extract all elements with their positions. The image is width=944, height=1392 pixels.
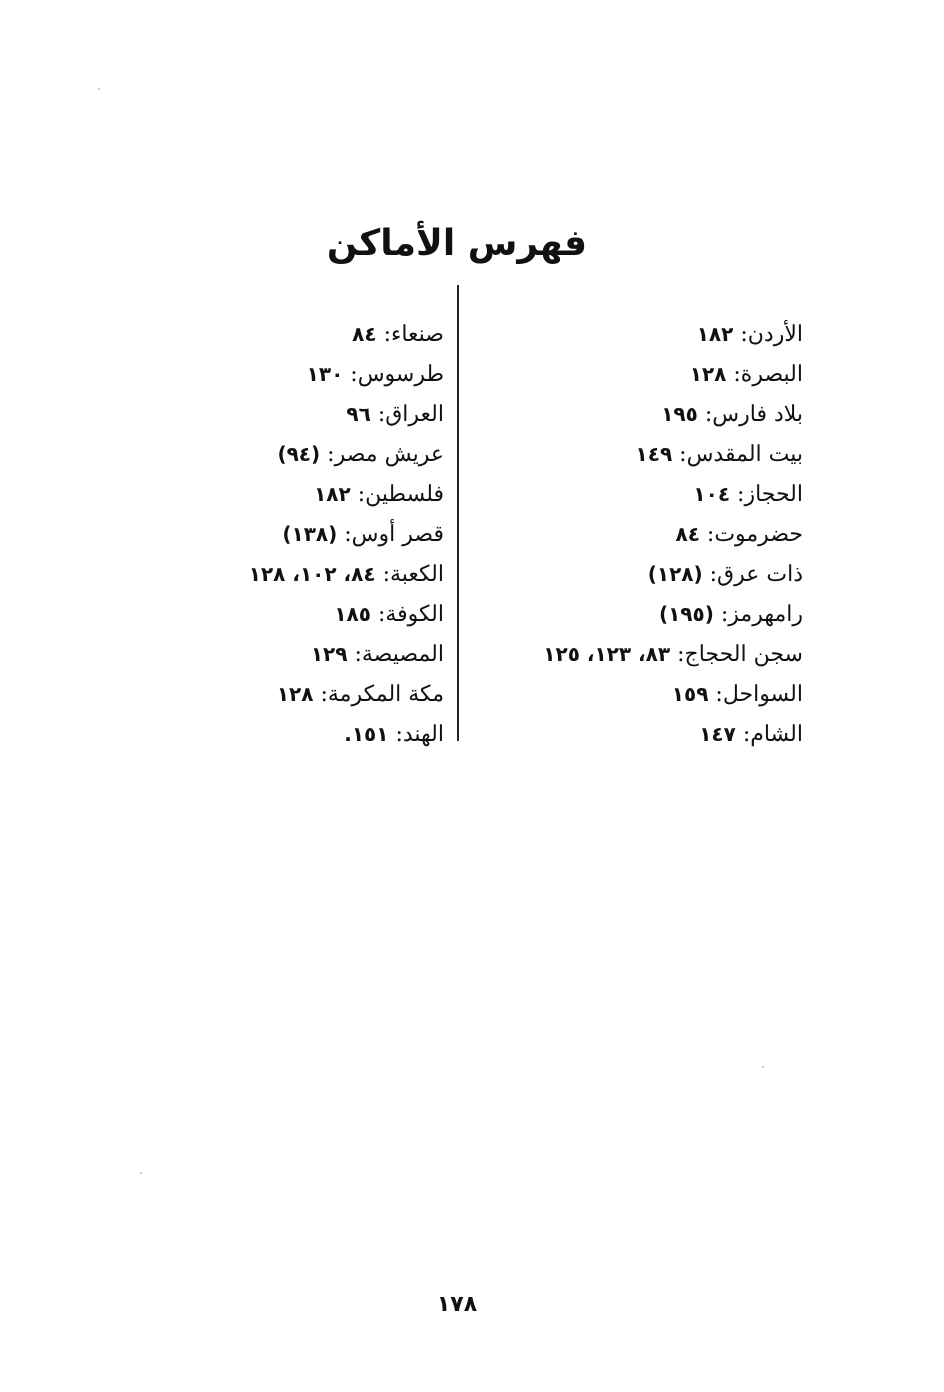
place-name: الهند:	[395, 722, 444, 747]
page-refs: ١٥١.	[344, 722, 389, 746]
index-entry	[104, 354, 444, 394]
index-entry	[104, 314, 444, 354]
scan-speck	[762, 1066, 764, 1068]
place-name: قصر أوس:	[344, 522, 444, 547]
index-column-right	[463, 314, 803, 754]
place-name: السواحل:	[715, 682, 803, 707]
scan-speck	[98, 88, 100, 90]
place-name: العراق:	[377, 402, 444, 427]
place-name: صنعاء:	[383, 322, 444, 347]
scan-speck	[140, 1172, 142, 1174]
page-refs: ٨٤، ١٠٢، ١٢٨	[248, 562, 376, 586]
index-entry	[463, 314, 803, 354]
page-refs: (١٣٨)	[282, 522, 338, 546]
index-entry	[104, 514, 444, 554]
place-name: بلاد فارس:	[704, 402, 803, 427]
index-entry	[463, 474, 803, 514]
page-refs: (١٢٨)	[647, 562, 703, 586]
index-entry	[463, 554, 803, 594]
page-refs: ٨٤	[352, 322, 377, 346]
index-entry	[463, 514, 803, 554]
page-refs: ٩٦	[346, 402, 371, 426]
place-name: الأردن:	[740, 322, 803, 347]
page-refs: ١٤٩	[635, 442, 673, 466]
page-refs: ١٠٤	[693, 482, 731, 506]
place-name: مكة المكرمة:	[320, 682, 444, 707]
index-entry	[463, 674, 803, 714]
page-refs: ١٨٥	[334, 602, 371, 626]
index-entry	[104, 554, 444, 594]
page-refs: ١٢٩	[310, 642, 348, 666]
index-entry	[463, 394, 803, 434]
index-entry	[463, 634, 803, 674]
index-entry	[104, 594, 444, 634]
place-name: الكوفة:	[377, 602, 444, 627]
column-divider	[457, 285, 459, 741]
place-name: طرسوس:	[350, 362, 444, 387]
index-entry	[463, 594, 803, 634]
place-name: ذات عرق:	[709, 562, 803, 587]
place-name: الشام:	[742, 722, 803, 747]
index-column-left	[104, 314, 444, 754]
index-entry	[104, 634, 444, 674]
index-entry	[104, 394, 444, 434]
page-refs: (١٩٥)	[658, 602, 714, 626]
index-entry	[463, 434, 803, 474]
page-refs: ٨٤	[675, 522, 700, 546]
index-entry	[104, 434, 444, 474]
index-entry	[104, 474, 444, 514]
place-name: المصيصة:	[354, 642, 444, 667]
place-name: عريش مصر:	[327, 442, 444, 467]
page-refs: ٨٣، ١٢٣، ١٢٥	[543, 642, 671, 666]
place-name: سجن الحجاج:	[677, 642, 803, 667]
index-entry	[104, 674, 444, 714]
place-name: رامهرمز:	[720, 602, 803, 627]
page-refs: ١٢٨	[276, 682, 314, 706]
page-refs: ١٥٩	[671, 682, 709, 706]
place-name: فلسطين:	[357, 482, 444, 507]
page-refs: (٩٤)	[277, 442, 321, 466]
page-refs: ١٣٠	[306, 362, 344, 386]
page-title: فهرس الأماكن	[326, 223, 588, 264]
page-number: ١٧٨	[436, 1292, 478, 1317]
page-refs: ١٢٨	[689, 362, 727, 386]
page-refs: ١٩٥	[661, 402, 698, 426]
index-entry	[463, 714, 803, 754]
place-name: حضرموت:	[706, 522, 803, 547]
place-name: الكعبة:	[382, 562, 444, 587]
place-name: الحجاز:	[737, 482, 803, 507]
index-entry	[463, 354, 803, 394]
page-refs: ١٨٢	[314, 482, 351, 506]
place-name: بيت المقدس:	[679, 442, 803, 467]
place-name: البصرة:	[733, 362, 803, 387]
page-refs: ١٤٧	[699, 722, 736, 746]
index-entry	[104, 714, 444, 754]
page-refs: ١٨٢	[696, 322, 734, 346]
